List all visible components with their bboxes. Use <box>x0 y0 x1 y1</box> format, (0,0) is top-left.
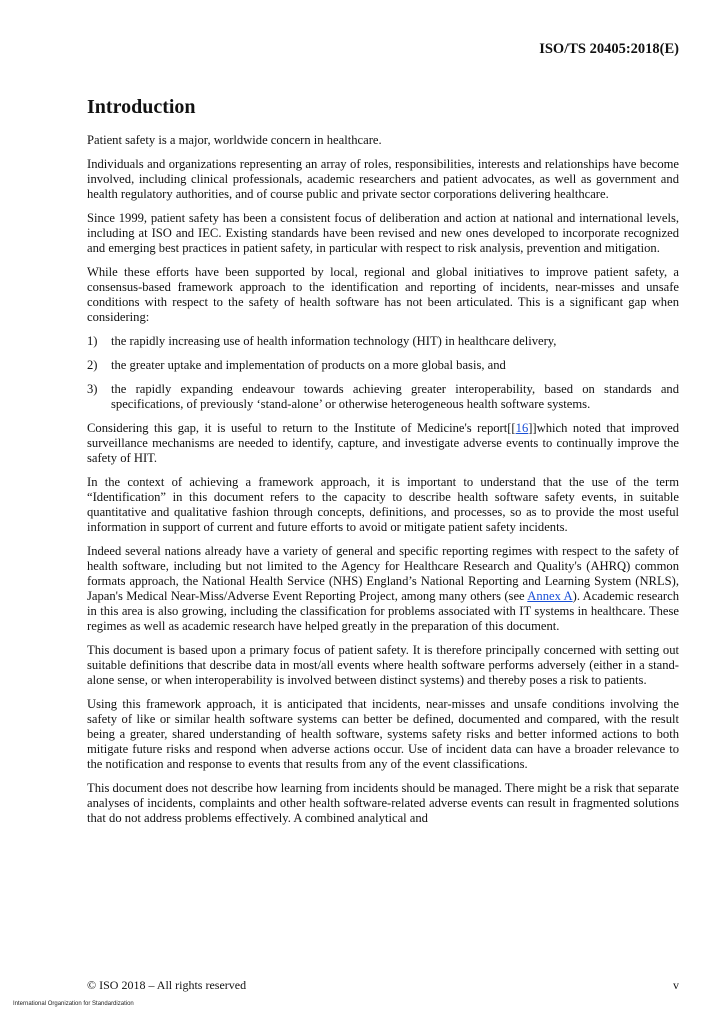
document-body <box>87 96 680 835</box>
organization-watermark: International Organization for Standardization <box>13 1001 134 1007</box>
list-number: 1) <box>87 334 98 348</box>
page-number: v <box>673 978 679 992</box>
annex-a-link[interactable]: Annex A <box>527 589 573 603</box>
paragraph: Using this framework approach, it is anticipated that incidents, near-misses and unsafe conditions involving the safety of like or similar health software systems can better be defined, documented and compared, with the result being a greater, shared understanding of health software, systems safety risks and better informed actions to both mitigate future risks and respond when adverse actions occur. Use of incident data can have a broader relevance to the notification and response to events that results from any of the event classifications. <box>87 697 679 771</box>
paragraph: This document does not describe how learning from incidents should be managed. There might be a risk that separate analyses of incidents, complaints and other health software-related adverse events can result in fragmented solutions that do not address problems effectively. A combined analytical and <box>87 781 679 825</box>
list-number: 3) <box>87 382 98 396</box>
list-text: the greater uptake and implementation of products on a more global basis, and <box>111 358 506 372</box>
paragraph: Since 1999, patient safety has been a consistent focus of deliberation and action at national and international levels, including at ISO and IEC. Existing standards have been revised and new ones developed to incorporate recognized and emerging best practices in patient safety, in particular with respect to risk analysis, prevention and mitigation. <box>87 211 679 255</box>
text: Considering this gap, it is useful to return to the Institute of Medicine's report[[ <box>87 421 516 435</box>
text: Indeed several nations already have a variety of general and specific reporting regimes with respect to the safety of health software, including but not limited to the Agency for Healthcare Research and Quality's (AHRQ) common formats approach, the National Health Service (NHS) England’s National Reporting and Learning System (NRLS), Japan's Medical Near-Miss/Adverse Event Reporting Project, among many others (see <box>87 544 679 603</box>
list-number: 2) <box>87 358 98 372</box>
text: ]]which noted that improved surveillance mechanisms are needed to identify, capture, and investigate adverse events to continually improve the safety of HIT. <box>87 421 679 465</box>
paragraph-iom <box>87 421 679 466</box>
paragraph: This document is based upon a primary focus of patient safety. It is therefore principally concerned with setting out suitable definitions that describe data in most/all events where health software performs adversely (either in a stand-alone sense, or when interoperability is involved between distinct systems) and thereby poses a risk to patients. <box>87 643 679 687</box>
paragraph-nations <box>87 544 679 634</box>
document-id-header: ISO/TS 20405:2018(E) <box>539 41 679 57</box>
reference-link-16[interactable]: 16 <box>515 421 529 435</box>
list-item <box>87 334 679 349</box>
list-text: the rapidly expanding endeavour towards achieving greater interoperability, based on standards and specifications, of previously ‘stand-alone’ or otherwise heterogeneous health software systems. <box>111 382 679 411</box>
section-title: Introduction <box>87 96 196 118</box>
list-item <box>87 358 679 373</box>
list-item <box>87 382 679 412</box>
paragraph: In the context of achieving a framework approach, it is important to understand that the use of the term “Identification” in this document refers to the capacity to describe health software safety events, in suitable quantitative and qualitative fashion through concepts, definitions, and processes, so as to provide the most useful information in support of current and future efforts to avoid or mitigate patient safety incidents. <box>87 475 679 534</box>
paragraph: Patient safety is a major, worldwide concern in healthcare. <box>87 133 382 147</box>
paragraph: Individuals and organizations representing an array of roles, responsibilities, interests and relationships have become involved, including clinical professionals, academic researchers and patient advocates, as well as government and health regulatory authorities, and of course public and private sector corporations delivering healthcare. <box>87 157 679 201</box>
copyright-footer: © ISO 2018 – All rights reserved <box>87 978 247 992</box>
text: ). Academic research in this area is also growing, including the classification for problems associated with IT systems in healthcare. These regimes as well as academic research have helped greatly in the preparation of this document. <box>87 589 680 633</box>
paragraph: While these efforts have been supported by local, regional and global initiatives to improve patient safety, a consensus-based framework approach to the identification and reporting of incidents, near-misses and unsafe conditions with respect to the safety of health software has not been articulated. This is a significant gap when considering: <box>87 265 679 324</box>
list-text: the rapidly increasing use of health information technology (HIT) in healthcare delivery, <box>111 334 557 348</box>
